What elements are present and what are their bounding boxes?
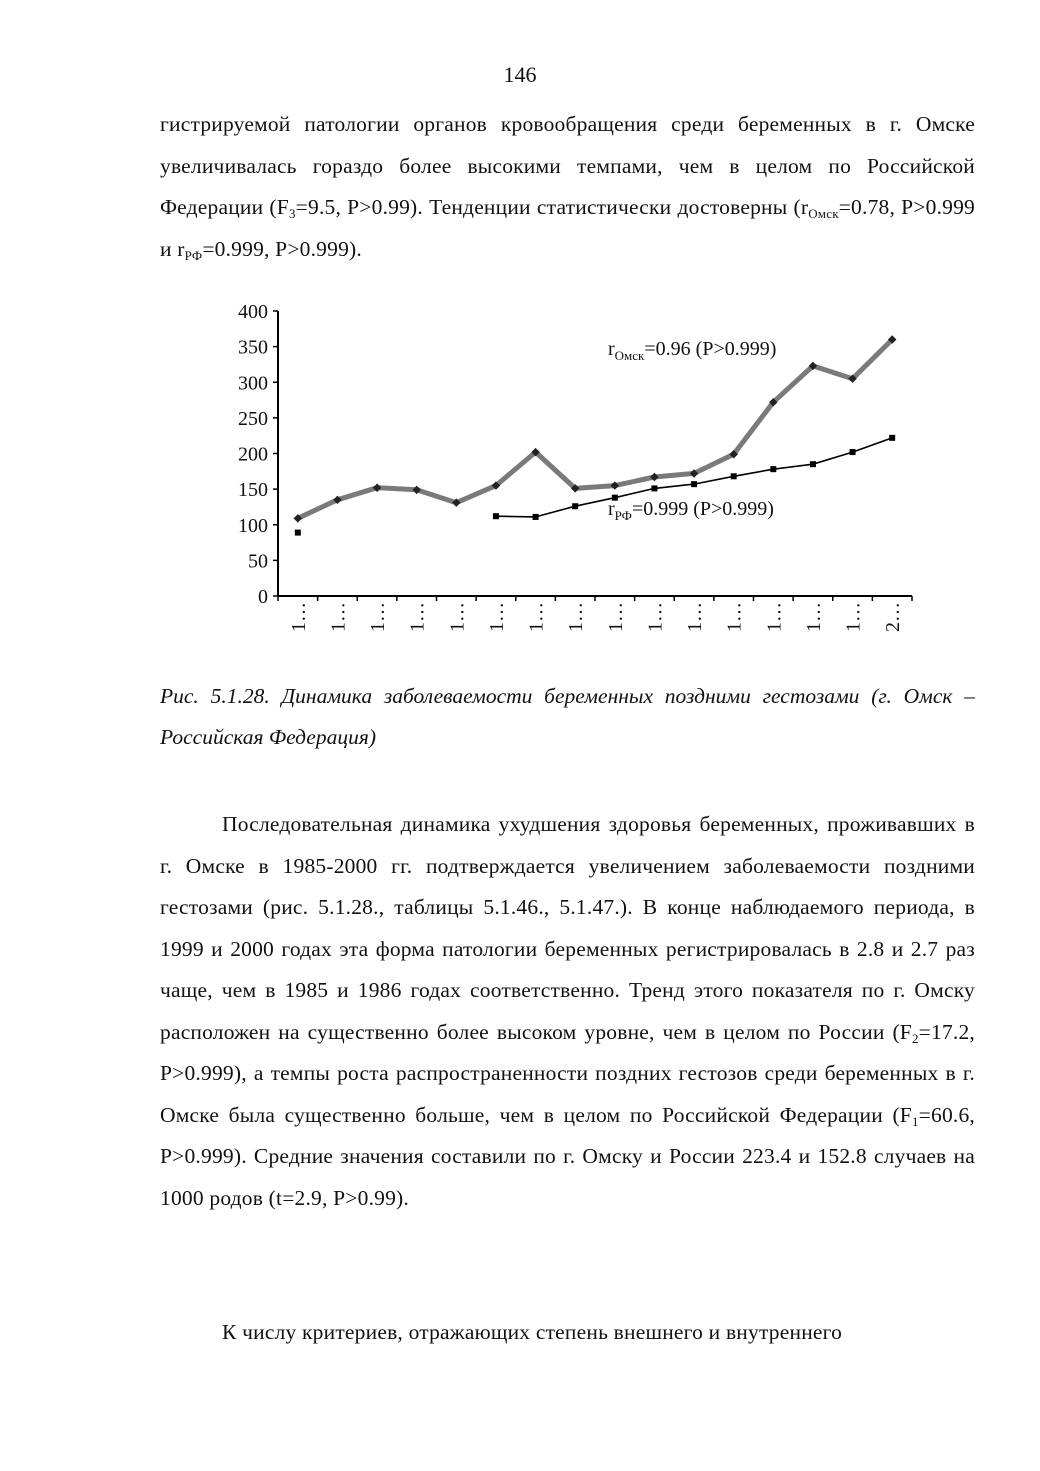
x-tick-label: 1…	[406, 602, 429, 632]
x-tick-label: 1…	[287, 602, 310, 632]
paragraph-2: Последовательная динамика ухудшения здоровья беременных, проживавших в г. Омске в 1985-2000 гг. подтверждается увеличением заболеваемости поздними гестозами (рис. 5.1.28., таблицы 5.1.46., 5.1.47.). В конце наблюдаемого периода, в 1999 и 2000 годах эта форма патологии беременных регистрировалась в 2.8 и 2.7 раз чаще, чем в 1985 и 1986 годах соответственно. Тренд этого показателя по г. Омску расположен на существенно более высоком уровне, чем в целом по России ($F_2=17.2$, P>0.999), а темпы роста распространенности поздних гестозов среди беременных в г. Омске была существенно больше, чем в целом по Российской Федерации ($F_1=60.6$, P>0.999). Средние значения составили по г. Омску и России 223.4 и 152.8 случаев на 1000 родов (t=2.9, P>0.99).	[160, 812, 975, 1210]
x-axis	[278, 596, 912, 632]
series-rf-point	[493, 513, 499, 519]
series-rf-point	[533, 514, 539, 520]
x-tick-label: 1…	[802, 602, 825, 632]
line-chart	[150, 285, 950, 655]
page-number: 146	[503, 62, 537, 87]
y-tick-label: 100	[238, 514, 268, 537]
series-rf-point	[731, 473, 737, 479]
y-tick-label: 50	[248, 550, 268, 573]
y-tick-label: 150	[238, 479, 268, 502]
series-rf-point	[572, 503, 578, 509]
x-tick-label: 1…	[367, 602, 390, 632]
y-axis	[238, 301, 278, 608]
y-tick-label: 350	[238, 336, 268, 359]
y-tick-label: 250	[238, 407, 268, 430]
y-tick-label: 400	[238, 301, 268, 323]
x-tick-label: 1…	[723, 602, 746, 632]
x-tick-label: 1…	[485, 602, 508, 632]
series-omsk-line	[298, 340, 892, 519]
paragraph-1: гистрируемой патологии органов кровообращения среди беременных в г. Омске увеличивалась гораздо более высокими темпами, чем в целом по Российской Федерации ($F_3=9.5$, P>0.99). Тенденции статистически достоверны ($r_{Омск}=0.78$, P>0.999 и $r_{РФ}=0.999$, P>0.999).	[160, 112, 976, 263]
x-tick-label: 1…	[525, 602, 548, 632]
x-tick-label: 1…	[327, 602, 350, 632]
series-rf-point	[889, 435, 895, 441]
paragraph-3: К числу критериев, отражающих степень внешнего и внутреннего	[222, 1320, 843, 1344]
x-tick-label: 1…	[446, 602, 469, 632]
annotation-rf: $r_{РФ}=0.999$ (P>0.999)	[608, 498, 774, 523]
series-rf-point	[651, 485, 657, 491]
x-tick-label: 1…	[684, 602, 707, 632]
series-rf-point	[810, 461, 816, 467]
figure-caption: Рис. 5.1.28. Динамика заболеваемости беременных поздними гестозами (г. Омск – Российская Федерация)	[160, 684, 975, 749]
y-tick-label: 0	[258, 586, 268, 608]
series-rf-point	[850, 449, 856, 455]
series-rf-point	[691, 481, 697, 487]
series-group	[294, 335, 897, 535]
x-tick-label: 1…	[604, 602, 627, 632]
x-tick-label: 1…	[763, 602, 786, 632]
annotation-omsk: $r_{Омск}=0.96$ (P>0.999)	[608, 338, 777, 363]
series-rf-point	[770, 466, 776, 472]
x-tick-label: 2…	[882, 602, 905, 632]
x-tick-label: 1…	[644, 602, 667, 632]
x-tick-label: 1…	[842, 602, 865, 632]
x-tick-label: 1…	[565, 602, 588, 632]
y-tick-label: 300	[238, 372, 268, 395]
y-tick-label: 200	[238, 443, 268, 466]
series-rf-point	[295, 530, 301, 536]
